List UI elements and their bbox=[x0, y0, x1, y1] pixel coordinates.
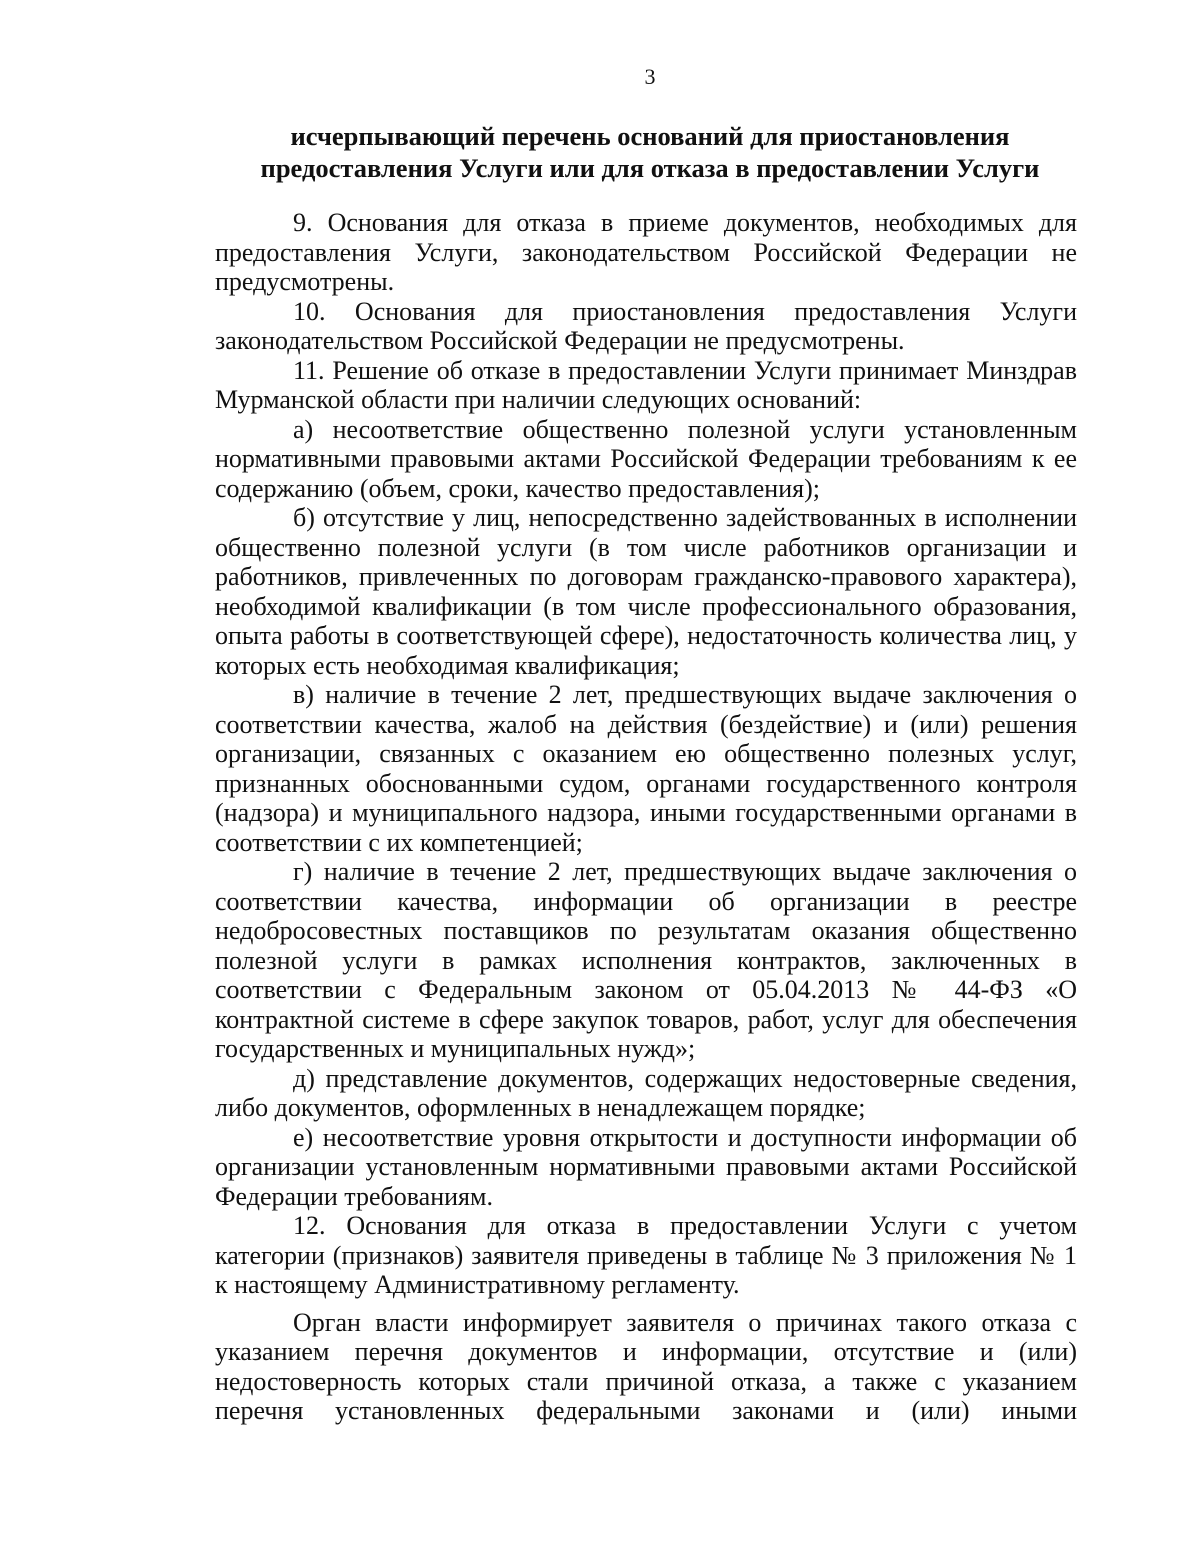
paragraph-11-item-d: д) представление документов, содержащих недостоверные сведения, либо документов, оформленных в ненадлежащем порядке; bbox=[215, 1063, 1077, 1122]
paragraph-refusal-notice: Орган власти информирует заявителя о причинах такого отказа с указанием перечня документов и информации, отсутствие и (или) недостоверность которых стали причиной отказа, а также с указанием перечня установленных федеральными законами и (или) иными bbox=[215, 1307, 1077, 1425]
paragraph-11: 11. Решение об отказе в предоставлении Услуги принимает Минздрав Мурманской области при наличии следующих оснований: bbox=[215, 355, 1077, 414]
paragraph-11-item-a: а) несоответствие общественно полезной услуги установленным нормативными правовыми актами Российской Федерации требованиям к ее содержанию (объем, сроки, качество предоставления); bbox=[215, 414, 1077, 503]
section-heading bbox=[150, 120, 1150, 184]
paragraph-11-item-b: б) отсутствие у лиц, непосредственно задействованных в исполнении общественно полезной услуги (в том числе работников организации и работников, привлеченных по договорам гражданско-правового характера), необходимой квалификации (в том числе профессионального образования, опыта работы в соответствующей сфере), недостаточность количества лиц, у которых есть необходимая квалификация; bbox=[215, 503, 1077, 680]
paragraph-11-item-e: е) несоответствие уровня открытости и доступности информации об организации установленным нормативными правовыми актами Российской Федерации требованиям. bbox=[215, 1122, 1077, 1211]
section-heading-line-2: предоставления Услуги или для отказа в предоставлении Услуги bbox=[260, 153, 1040, 183]
paragraph-11-item-v: в) наличие в течение 2 лет, предшествующих выдаче заключения о соответствии качества, жалоб на действия (бездействие) и (или) решения организации, связанных с оказанием ею общественно полезных услуг, признанных обоснованными судом, органами государственного контроля (надзора) и муниципального надзора, иными государственными органами в соответствии с их компетенцией; bbox=[215, 680, 1077, 857]
paragraph-9: 9. Основания для отказа в приеме документов, необходимых для предоставления Услуги, законодательством Российской Федерации не предусмотрены. bbox=[215, 208, 1077, 296]
paragraph-12: 12. Основания для отказа в предоставлении Услуги с учетом категории (признаков) заявителя приведены в таблице № 3 приложения № 1 к настоящему Административному регламенту. bbox=[215, 1211, 1077, 1299]
paragraph-11-item-g: г) наличие в течение 2 лет, предшествующих выдаче заключения о соответствии качества, информации об организации в реестре недобросовестных поставщиков по результатам оказания общественно полезной услуги в рамках исполнения контрактов, заключенных в соответствии с Федеральным законом от 05.04.2013 № 44-ФЗ «О контрактной системе в сфере закупок товаров, работ, услуг для обеспечения государственных и муниципальных нужд»; bbox=[215, 857, 1077, 1063]
document-body bbox=[215, 208, 1077, 1426]
page-number: 3 bbox=[644, 64, 656, 89]
section-heading-line-1: исчерпывающий перечень оснований для приостановления bbox=[290, 121, 1010, 151]
paragraph-10: 10. Основания для приостановления предоставления Услуги законодательством Российской Федерации не предусмотрены. bbox=[215, 296, 1077, 355]
